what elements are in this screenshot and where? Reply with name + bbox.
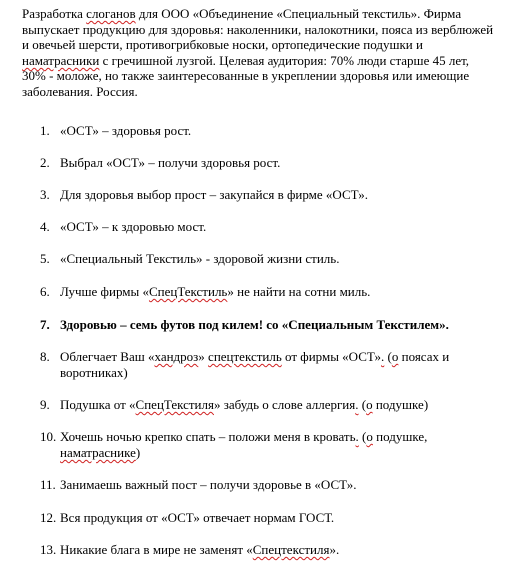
item-text-part: ( bbox=[384, 349, 392, 364]
item-text: Занимаешь важный пост – получи здоровье в «ОСТ». bbox=[60, 477, 357, 492]
item-text: Для здоровья выбор прост – закупайся в фирме «ОСТ». bbox=[60, 187, 368, 202]
item-text: Вся продукция от «ОСТ» отвечает нормам ГОСТ. bbox=[60, 510, 335, 525]
misspelled-word: спецтекстиль bbox=[208, 349, 282, 364]
item-text-part: ) bbox=[135, 445, 141, 460]
item-number: 12. bbox=[40, 510, 57, 525]
item-text-part: Лучше фирмы « bbox=[60, 284, 149, 299]
item-number: 5. bbox=[40, 251, 50, 266]
item-text-part: Хочешь ночью крепко спать – положи меня в кровать bbox=[60, 429, 356, 444]
item-number: 11. bbox=[40, 477, 56, 492]
misspelled-word: слоганов bbox=[86, 6, 136, 21]
item-text-part: от фирмы «ОСТ» bbox=[281, 349, 382, 364]
item-text-part: Подушка от « bbox=[60, 397, 136, 412]
item-number: 3. bbox=[40, 187, 50, 202]
misspelled-word: о bbox=[391, 349, 399, 364]
misspelled-word: о bbox=[366, 397, 373, 412]
misspelled-word: наматрасники bbox=[22, 52, 100, 68]
item-number: 9. bbox=[40, 397, 50, 412]
item-number: 6. bbox=[40, 284, 50, 299]
item-number: 7. bbox=[40, 317, 50, 332]
item-text-part: подушке, bbox=[372, 429, 428, 444]
item-text-part: » bbox=[198, 349, 209, 364]
intro-text: Разработка bbox=[22, 6, 87, 21]
intro-text: с гречишной лузгой. Целевая аудитория: 70% люди старше 45 лет, 30% - моложе, но также заинтересованные в укреплении здоровья или имеющие заболевания. Россия. bbox=[22, 52, 470, 99]
item-text: «ОСТ» – к здоровью мост. bbox=[60, 219, 207, 234]
misspelled-word: о bbox=[366, 429, 373, 444]
item-text: Выбрал «ОСТ» – получи здоровья рост. bbox=[60, 155, 281, 170]
item-text: Здоровью – семь футов под килем! со «Специальным Текстилем». bbox=[60, 317, 449, 332]
item-text-part: ( bbox=[358, 429, 367, 444]
item-text-part: » забудь о слове аллергия bbox=[214, 397, 356, 412]
item-number: 2. bbox=[40, 155, 50, 170]
item-text bbox=[60, 284, 500, 300]
item-text bbox=[60, 429, 500, 461]
misspelled-word: . bbox=[381, 349, 385, 364]
misspelled-word: Спецтекстиля bbox=[252, 542, 330, 557]
misspelled-word: . bbox=[355, 397, 359, 412]
item-text bbox=[60, 349, 500, 381]
item-text-part: Никакие блага в мире не заменят « bbox=[60, 542, 253, 557]
misspelled-word: СпецТекстиля bbox=[135, 397, 214, 412]
item-text-part: ( bbox=[358, 397, 367, 412]
misspelled-word: . bbox=[355, 429, 359, 444]
intro-paragraph bbox=[22, 6, 494, 100]
item-number: 13. bbox=[40, 542, 57, 557]
item-number: 4. bbox=[40, 219, 50, 234]
item-text bbox=[60, 397, 500, 413]
item-text-part: поясах и воротниках) bbox=[60, 349, 450, 380]
item-number: 1. bbox=[40, 123, 50, 138]
item-number: 8. bbox=[40, 349, 50, 364]
misspelled-word: СпецТекстиль bbox=[148, 284, 228, 299]
item-text-part: Облегчает Ваш « bbox=[60, 349, 155, 364]
intro-text: для ООО «Объединение «Специальный текстиль». Фирма выпускает продукцию для здоровья: наколенники, налокотники, пояса из верблюжей и овечьей шерсти, противогрибковые носки, ортопедические подушки и bbox=[22, 6, 494, 53]
item-text: «ОСТ» – здоровья рост. bbox=[60, 123, 192, 138]
item-number: 10. bbox=[40, 429, 57, 444]
item-text: «Специальный Текстиль» - здоровой жизни стиль. bbox=[60, 251, 340, 266]
item-text-part: подушке) bbox=[372, 397, 429, 412]
item-text-part: ». bbox=[329, 542, 340, 557]
item-text bbox=[60, 542, 500, 558]
misspelled-word: наматраснике bbox=[60, 445, 136, 460]
misspelled-word: хандроз bbox=[154, 349, 199, 364]
item-text-part: » не найти на сотни миль. bbox=[227, 284, 371, 299]
